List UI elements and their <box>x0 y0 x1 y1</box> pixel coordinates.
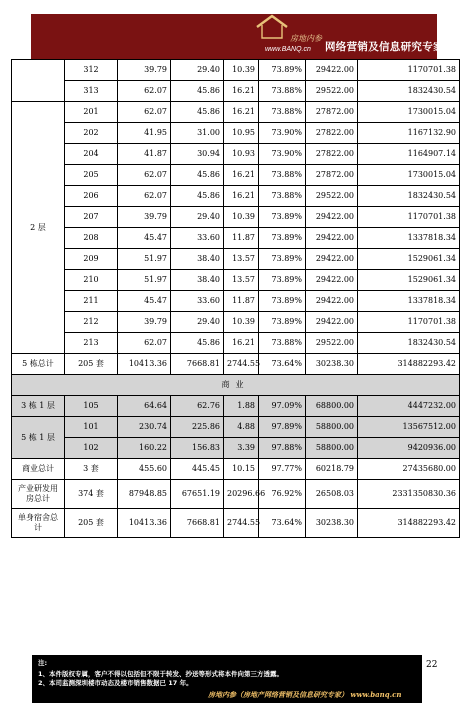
table-cell: 374 套 <box>65 480 118 509</box>
table-cell: 39.79 <box>118 312 171 333</box>
table-cell: 16.21 <box>224 102 259 123</box>
table-cell: 314882293.42 <box>358 354 460 375</box>
footer-notes <box>32 655 422 703</box>
table-cell: 9420936.00 <box>358 438 460 459</box>
table-cell: 313 <box>65 81 118 102</box>
table-cell: 29422.00 <box>306 270 358 291</box>
table-cell: 29422.00 <box>306 312 358 333</box>
table-cell: 1170701.38 <box>358 60 460 81</box>
table-cell: 38.40 <box>171 270 224 291</box>
table-cell: 68800.00 <box>306 396 358 417</box>
table-cell: 105 <box>65 396 118 417</box>
table-cell: 2 层 <box>12 102 65 354</box>
sales-table <box>11 59 460 538</box>
table-cell: 209 <box>65 249 118 270</box>
table-cell: 1337818.34 <box>358 291 460 312</box>
table-cell: 41.95 <box>118 123 171 144</box>
table-cell: 314882293.42 <box>358 509 460 538</box>
table-cell: 160.22 <box>118 438 171 459</box>
table-cell: 73.89% <box>259 228 306 249</box>
table-cell: 73.89% <box>259 291 306 312</box>
table-row <box>12 417 460 438</box>
table-row <box>12 165 460 186</box>
table-cell: 33.60 <box>171 291 224 312</box>
table-cell: 208 <box>65 228 118 249</box>
table-cell: 27872.00 <box>306 165 358 186</box>
table-cell: 76.92% <box>259 480 306 509</box>
table-cell: 10.39 <box>224 60 259 81</box>
table-cell: 45.86 <box>171 102 224 123</box>
table-cell: 2744.55 <box>224 509 259 538</box>
footer-note-title: 注: <box>38 659 48 667</box>
table-cell: 10.39 <box>224 312 259 333</box>
logo-text: 房地内参 <box>290 34 322 43</box>
table-cell: 1.88 <box>224 396 259 417</box>
table-cell: 16.21 <box>224 165 259 186</box>
table-cell: 58800.00 <box>306 438 358 459</box>
table-cell: 62.07 <box>118 333 171 354</box>
table-cell: 10.39 <box>224 207 259 228</box>
table-cell: 13567512.00 <box>358 417 460 438</box>
table-cell: 101 <box>65 417 118 438</box>
table-row <box>12 509 460 538</box>
table-cell: 29522.00 <box>306 81 358 102</box>
table-cell: 205 套 <box>65 509 118 538</box>
table-cell: 45.86 <box>171 165 224 186</box>
table-cell: 73.89% <box>259 60 306 81</box>
table-cell: 2331350830.36 <box>358 480 460 509</box>
house-logo-icon <box>255 14 289 40</box>
table-cell: 1167132.90 <box>358 123 460 144</box>
table-cell: 73.88% <box>259 165 306 186</box>
table-cell: 156.83 <box>171 438 224 459</box>
table-row <box>12 144 460 165</box>
table-cell: 1164907.14 <box>358 144 460 165</box>
table-cell: 26508.03 <box>306 480 358 509</box>
table-cell: 73.88% <box>259 102 306 123</box>
table-cell: 445.45 <box>171 459 224 480</box>
table-cell: 1170701.38 <box>358 207 460 228</box>
table-cell: 29422.00 <box>306 228 358 249</box>
table-cell: 45.86 <box>171 81 224 102</box>
table-cell: 73.89% <box>259 312 306 333</box>
table-cell: 73.89% <box>259 270 306 291</box>
table-cell: 31.00 <box>171 123 224 144</box>
page-number: 22 <box>426 660 438 670</box>
table-cell: 10413.36 <box>118 354 171 375</box>
table-cell: 201 <box>65 102 118 123</box>
table-cell: 210 <box>65 270 118 291</box>
table-cell: 38.40 <box>171 249 224 270</box>
table-cell: 45.86 <box>171 186 224 207</box>
table-row <box>12 291 460 312</box>
table-cell: 1337818.34 <box>358 228 460 249</box>
table-cell: 212 <box>65 312 118 333</box>
table-cell: 62.07 <box>118 165 171 186</box>
table-cell: 27822.00 <box>306 123 358 144</box>
table-cell: 97.88% <box>259 438 306 459</box>
table-cell: 27435680.00 <box>358 459 460 480</box>
table-row <box>12 123 460 144</box>
table-cell: 62.76 <box>171 396 224 417</box>
table-cell: 20296.66 <box>224 480 259 509</box>
table-row <box>12 270 460 291</box>
table-cell: 1832430.54 <box>358 333 460 354</box>
table-cell: 3 套 <box>65 459 118 480</box>
table-cell: 204 <box>65 144 118 165</box>
table-cell: 4.88 <box>224 417 259 438</box>
table-row <box>12 396 460 417</box>
table-cell: 207 <box>65 207 118 228</box>
table-row <box>12 480 460 509</box>
table-cell: 3 栋 1 层 <box>12 396 65 417</box>
table-cell: 67651.19 <box>171 480 224 509</box>
table-cell: 1832430.54 <box>358 81 460 102</box>
table-cell: 73.88% <box>259 186 306 207</box>
table-cell: 1730015.04 <box>358 102 460 123</box>
table-cell: 29.40 <box>171 60 224 81</box>
table-cell: 39.79 <box>118 207 171 228</box>
table-cell: 312 <box>65 60 118 81</box>
table-cell: 商业 <box>12 375 460 396</box>
table-cell: 29422.00 <box>306 207 358 228</box>
table-cell: 单身宿舍总计 <box>12 509 65 538</box>
table-cell: 97.77% <box>259 459 306 480</box>
table-row <box>12 249 460 270</box>
table-cell: 16.21 <box>224 81 259 102</box>
table-cell: 97.89% <box>259 417 306 438</box>
table-cell: 29.40 <box>171 312 224 333</box>
table-cell: 10.93 <box>224 144 259 165</box>
table-cell: 29522.00 <box>306 333 358 354</box>
table-cell: 29.40 <box>171 207 224 228</box>
table-cell: 51.97 <box>118 249 171 270</box>
table-cell: 73.90% <box>259 123 306 144</box>
table-cell: 73.89% <box>259 249 306 270</box>
table-cell: 3.39 <box>224 438 259 459</box>
table-cell: 64.64 <box>118 396 171 417</box>
table-cell: 62.07 <box>118 102 171 123</box>
table-cell: 455.60 <box>118 459 171 480</box>
table-row <box>12 186 460 207</box>
table-cell: 13.57 <box>224 249 259 270</box>
table-cell: 225.86 <box>171 417 224 438</box>
table-cell: 39.79 <box>118 60 171 81</box>
table-cell: 13.57 <box>224 270 259 291</box>
table-cell: 73.88% <box>259 81 306 102</box>
table-cell: 33.60 <box>171 228 224 249</box>
table-cell: 205 <box>65 165 118 186</box>
table-cell: 30238.30 <box>306 354 358 375</box>
table-cell: 211 <box>65 291 118 312</box>
table-row <box>12 438 460 459</box>
footer-brand: 房地内参（房地产网络营销及信息研究专家） www.banq.cn <box>208 690 402 699</box>
table-cell: 10.95 <box>224 123 259 144</box>
table-cell: 1832430.54 <box>358 186 460 207</box>
table-cell: 41.87 <box>118 144 171 165</box>
table-cell: 45.47 <box>118 291 171 312</box>
table-cell: 27822.00 <box>306 144 358 165</box>
table-cell: 10.15 <box>224 459 259 480</box>
table-cell <box>12 60 65 102</box>
table-row <box>12 60 460 81</box>
table-cell: 29422.00 <box>306 291 358 312</box>
table-row <box>12 354 460 375</box>
table-cell: 97.09% <box>259 396 306 417</box>
table-cell: 29422.00 <box>306 60 358 81</box>
table-row <box>12 207 460 228</box>
table-cell: 商业总计 <box>12 459 65 480</box>
table-cell: 45.86 <box>171 333 224 354</box>
table-row <box>12 228 460 249</box>
table-cell: 30.94 <box>171 144 224 165</box>
header-title: 网络营销及信息研究专家 <box>325 41 444 53</box>
table-cell: 73.88% <box>259 333 306 354</box>
table-cell: 7668.81 <box>171 354 224 375</box>
footer-note-2: 2、本司监测深圳楼市动态及楼市销售数据已 17 年。 <box>38 679 193 687</box>
table-cell: 1170701.38 <box>358 312 460 333</box>
table-cell: 73.64% <box>259 509 306 538</box>
footer-note-1: 1、本件版权专属，客户不得以包括但不限于转发、抄送等形式将本件向第三方透露。 <box>38 670 284 678</box>
table-cell: 73.64% <box>259 354 306 375</box>
table-cell: 1529061.34 <box>358 270 460 291</box>
table-cell: 10413.36 <box>118 509 171 538</box>
table-cell: 11.87 <box>224 291 259 312</box>
table-cell: 60218.79 <box>306 459 358 480</box>
table-row <box>12 81 460 102</box>
table-cell: 45.47 <box>118 228 171 249</box>
table-row <box>12 333 460 354</box>
table-cell: 202 <box>65 123 118 144</box>
table-cell: 产业研发用房总计 <box>12 480 65 509</box>
table-cell: 16.21 <box>224 333 259 354</box>
table-cell: 58800.00 <box>306 417 358 438</box>
table-cell: 11.87 <box>224 228 259 249</box>
table-cell: 62.07 <box>118 186 171 207</box>
table-cell: 5 栋总计 <box>12 354 65 375</box>
table-cell: 206 <box>65 186 118 207</box>
table-cell: 230.74 <box>118 417 171 438</box>
table-cell: 213 <box>65 333 118 354</box>
table-cell: 30238.30 <box>306 509 358 538</box>
table-cell: 1529061.34 <box>358 249 460 270</box>
table-cell: 2744.55 <box>224 354 259 375</box>
table-cell: 7668.81 <box>171 509 224 538</box>
table-cell: 205 套 <box>65 354 118 375</box>
table-cell: 73.90% <box>259 144 306 165</box>
table-cell: 27872.00 <box>306 102 358 123</box>
table-cell: 16.21 <box>224 186 259 207</box>
table-row <box>12 459 460 480</box>
table-cell: 29422.00 <box>306 249 358 270</box>
table-cell: 73.89% <box>259 207 306 228</box>
table-row <box>12 375 460 396</box>
logo-url: www.BANQ.cn <box>265 46 311 53</box>
table-row <box>12 102 460 123</box>
table-cell: 102 <box>65 438 118 459</box>
table-cell: 51.97 <box>118 270 171 291</box>
table-cell: 62.07 <box>118 81 171 102</box>
table-cell: 87948.85 <box>118 480 171 509</box>
table-cell: 5 栋 1 层 <box>12 417 65 459</box>
table-cell: 4447232.00 <box>358 396 460 417</box>
table-cell: 1730015.04 <box>358 165 460 186</box>
table-row <box>12 312 460 333</box>
table-cell: 29522.00 <box>306 186 358 207</box>
